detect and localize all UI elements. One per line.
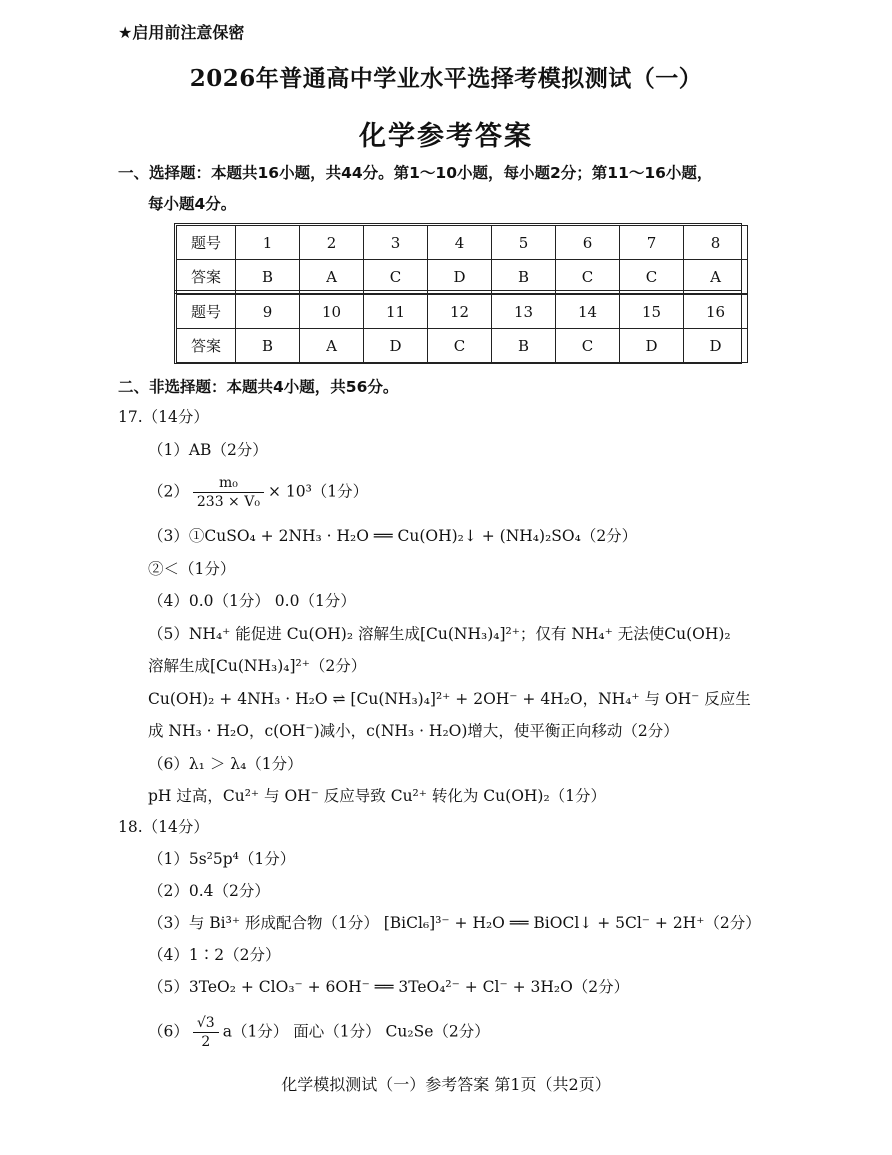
answer-cell: C bbox=[620, 260, 684, 294]
answer-cell: D bbox=[364, 329, 428, 363]
question-number: 7 bbox=[620, 226, 684, 260]
answer-cell: B bbox=[492, 260, 556, 294]
table-row bbox=[177, 329, 748, 363]
page-footer: 化学模拟测试（一）参考答案 第1页（共2页） bbox=[281, 1075, 611, 1094]
q17-part3b: ②＜（1分） bbox=[148, 560, 236, 578]
answer-cell: B bbox=[492, 329, 556, 363]
confidential-mark: ★启用前注意保密 bbox=[118, 23, 245, 42]
q18-part6 bbox=[148, 1014, 490, 1051]
answer-cell: D bbox=[684, 329, 748, 363]
q17-part6a: （6）λ₁ ＞ λ₄（1分） bbox=[148, 755, 303, 773]
section1-heading-cont: 每小题4分。 bbox=[148, 195, 237, 213]
question-number: 6 bbox=[556, 226, 620, 260]
q18-part6-label: （6） bbox=[148, 1022, 189, 1041]
table-head-no: 题号 bbox=[177, 226, 236, 260]
question-number: 15 bbox=[620, 295, 684, 329]
q17-part5d: 成 NH₃ · H₂O，c(OH⁻)减小，c(NH₃ · H₂O)增大，使平衡正向移动（2分） bbox=[148, 722, 679, 740]
question-number: 1 bbox=[236, 226, 300, 260]
section1-heading: 一、选择题：本题共16小题，共44分。第1～10小题，每小题2分；第11～16小题， bbox=[118, 164, 713, 182]
exam-title: 2026年普通高中学业水平选择考模拟测试（一） bbox=[189, 65, 703, 92]
question-number: 5 bbox=[492, 226, 556, 260]
question-number: 10 bbox=[300, 295, 364, 329]
q18-fraction-numerator: √3 bbox=[193, 1014, 219, 1033]
q17-fraction-numerator: m₀ bbox=[193, 474, 264, 493]
answer-cell: A bbox=[300, 329, 364, 363]
answer-cell: D bbox=[620, 329, 684, 363]
answer-cell: A bbox=[684, 260, 748, 294]
q18-part3: （3）与 Bi³⁺ 形成配合物（1分） [BiCl₆]³⁻ + H₂O ══ BiOCl↓ + 5Cl⁻ + 2H⁺（2分） bbox=[148, 914, 761, 932]
q18-part5: （5）3TeO₂ + ClO₃⁻ + 6OH⁻ ══ 3TeO₄²⁻ + Cl⁻ + 3H₂O（2分） bbox=[148, 978, 630, 996]
answer-cell: C bbox=[364, 260, 428, 294]
section2-heading: 二、非选择题：本题共4小题，共56分。 bbox=[118, 378, 399, 396]
question-number: 8 bbox=[684, 226, 748, 260]
answer-table-top bbox=[176, 225, 748, 294]
q17-part5c: Cu(OH)₂ + 4NH₃ · H₂O ⇌ [Cu(NH₃)₄]²⁺ + 2OH⁻ + 4H₂O，NH₄⁺ 与 OH⁻ 反应生 bbox=[148, 690, 751, 708]
table-row bbox=[177, 295, 748, 329]
question-number: 12 bbox=[428, 295, 492, 329]
question-number: 3 bbox=[364, 226, 428, 260]
answer-cell: B bbox=[236, 329, 300, 363]
answer-cell: C bbox=[556, 329, 620, 363]
table-head-no: 题号 bbox=[177, 295, 236, 329]
q17-part5a: （5）NH₄⁺ 能促进 Cu(OH)₂ 溶解生成[Cu(NH₃)₄]²⁺；仅有 NH₄⁺ 无法使Cu(OH)₂ bbox=[148, 625, 731, 643]
question-number: 2 bbox=[300, 226, 364, 260]
q17-title: 17.（14分） bbox=[118, 408, 209, 426]
question-number: 14 bbox=[556, 295, 620, 329]
q17-part2 bbox=[148, 474, 368, 511]
q17-part2-label: （2） bbox=[148, 482, 189, 501]
q17-part1: （1）AB（2分） bbox=[148, 441, 268, 459]
question-number: 13 bbox=[492, 295, 556, 329]
table-head-ans: 答案 bbox=[177, 329, 236, 363]
q17-part6b: pH 过高，Cu²⁺ 与 OH⁻ 反应导致 Cu²⁺ 转化为 Cu(OH)₂（1分） bbox=[148, 787, 607, 805]
q18-fraction bbox=[193, 1014, 219, 1051]
q17-fraction-denominator: 233 × V₀ bbox=[196, 494, 260, 510]
answer-key-title: 化学参考答案 bbox=[359, 121, 533, 152]
q17-fraction bbox=[193, 474, 264, 511]
q17-part4: （4）0.0（1分） 0.0（1分） bbox=[148, 592, 356, 610]
q18-part6-tail: a（1分） 面心（1分） Cu₂Se（2分） bbox=[222, 1022, 490, 1041]
answer-cell: B bbox=[236, 260, 300, 294]
answer-cell: C bbox=[428, 329, 492, 363]
q17-part3a: （3）①CuSO₄ + 2NH₃ · H₂O ══ Cu(OH)₂↓ + (NH₄)₂SO₄（2分） bbox=[148, 527, 638, 545]
answer-cell: A bbox=[300, 260, 364, 294]
table-head-ans: 答案 bbox=[177, 260, 236, 294]
question-number: 11 bbox=[364, 295, 428, 329]
q18-part4: （4）1∶2（2分） bbox=[148, 946, 281, 964]
table-row bbox=[177, 226, 748, 260]
q17-part2-tail: × 10³（1分） bbox=[267, 482, 369, 501]
answer-cell: C bbox=[556, 260, 620, 294]
answer-table-bottom bbox=[176, 294, 748, 363]
answer-cell: D bbox=[428, 260, 492, 294]
table-row bbox=[177, 260, 748, 294]
question-number: 16 bbox=[684, 295, 748, 329]
q18-title: 18.（14分） bbox=[118, 818, 209, 836]
q18-part1: （1）5s²5p⁴（1分） bbox=[148, 850, 296, 868]
q18-part2: （2）0.4（2分） bbox=[148, 882, 270, 900]
question-number: 4 bbox=[428, 226, 492, 260]
q18-fraction-denominator: 2 bbox=[201, 1034, 211, 1050]
q17-part5b: 溶解生成[Cu(NH₃)₄]²⁺（2分） bbox=[148, 657, 367, 675]
question-number: 9 bbox=[236, 295, 300, 329]
